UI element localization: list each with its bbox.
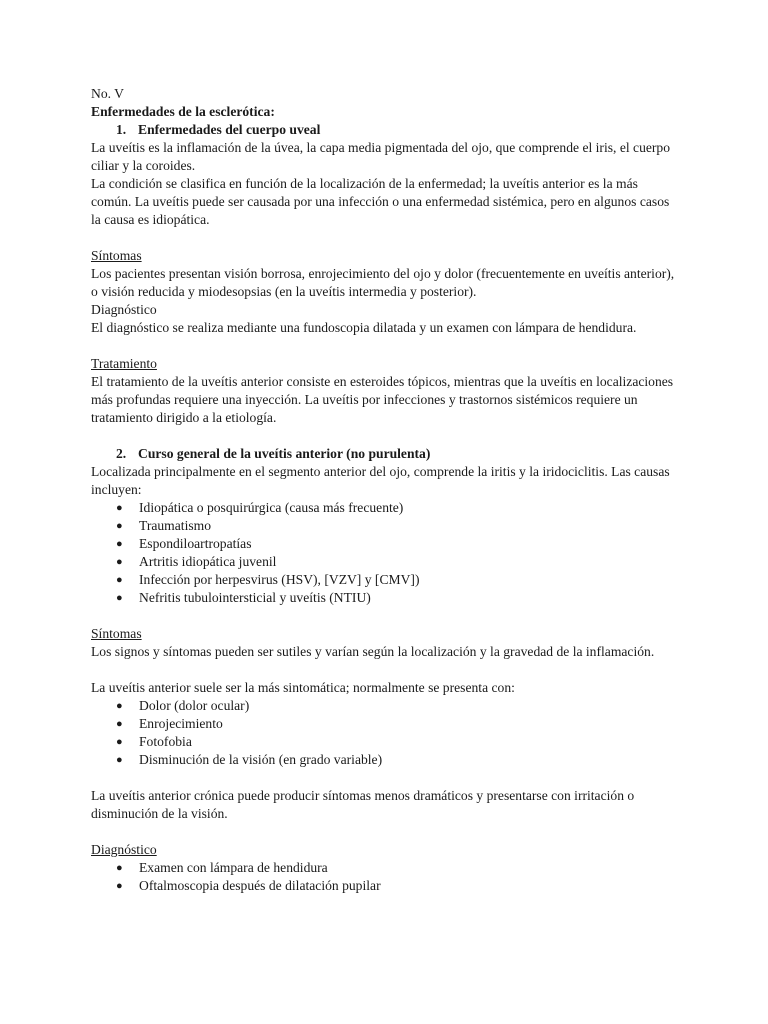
section2-diagnostico-heading: Diagnóstico bbox=[91, 842, 157, 857]
list-item: ● Examen con lámpara de hendidura bbox=[116, 860, 328, 875]
bullet-icon: ● bbox=[116, 754, 123, 766]
causes-list bbox=[91, 499, 681, 607]
document-body bbox=[91, 85, 681, 895]
list-item: ● Disminución de la visión (en grado variable) bbox=[116, 752, 383, 767]
section1-tratamiento-heading: Tratamiento bbox=[91, 356, 157, 371]
bullet-icon: ● bbox=[116, 502, 123, 514]
section1-intro1: La uveítis es la inflamación de la úvea, la capa media pigmentada del ojo, que comprende el iris, el cuerpo ciliar y la coroides. bbox=[91, 140, 671, 173]
symptoms-list bbox=[91, 697, 681, 769]
bullet-icon: ● bbox=[116, 592, 123, 604]
bullet-icon: ● bbox=[116, 862, 123, 874]
list-item: ● Oftalmoscopia después de dilatación pupilar bbox=[116, 878, 381, 893]
list-item: ● Traumatismo bbox=[116, 518, 212, 533]
section1-tratamiento-text: El tratamiento de la uveítis anterior consiste en esteroides tópicos, mientras que la uveítis en localizaciones más profundas requiere una inyección. La uveítis por infecciones y trastornos sistémicos requiere un tratamiento dirigido a la etiología. bbox=[91, 374, 674, 425]
bullet-icon: ● bbox=[116, 700, 123, 712]
section1-sintomas-text: Los pacientes presentan visión borrosa, enrojecimiento del ojo y dolor (frecuentemente en uveítis anterior), o visión reducida y miodesopsias (en la uveítis intermedia y posterior). bbox=[91, 266, 675, 299]
section2-sintomas-heading: Síntomas bbox=[91, 626, 142, 641]
section2-cronica-text: La uveítis anterior crónica puede producir síntomas menos dramáticos y presentarse con irritación o disminución de la visión. bbox=[91, 788, 635, 821]
list-item: ● Dolor (dolor ocular) bbox=[116, 698, 250, 713]
bullet-icon: ● bbox=[116, 538, 123, 550]
list-item: ● Artritis idiopática juvenil bbox=[116, 554, 277, 569]
list-item: ● Idiopática o posquirúrgica (causa más frecuente) bbox=[116, 500, 404, 515]
list-item: ● Espondiloartropatías bbox=[116, 536, 252, 551]
bullet-icon: ● bbox=[116, 520, 123, 532]
section1-number: 1. bbox=[116, 122, 127, 137]
doc-number: No. V bbox=[91, 86, 124, 101]
bullet-icon: ● bbox=[116, 880, 123, 892]
section2-intro: Localizada principalmente en el segmento anterior del ojo, comprende la iritis y la iridociclitis. Las causas incluyen: bbox=[91, 464, 670, 497]
section2-heading-text: Curso general de la uveítis anterior (no purulenta) bbox=[138, 446, 431, 461]
bullet-icon: ● bbox=[116, 736, 123, 748]
bullet-icon: ● bbox=[116, 574, 123, 586]
bullet-icon: ● bbox=[116, 556, 123, 568]
section1-sintomas-heading: Síntomas bbox=[91, 248, 142, 263]
section2-sintomas-text: Los signos y síntomas pueden ser sutiles y varían según la localización y la gravedad de la inflamación. bbox=[91, 644, 655, 659]
list-item: ● Enrojecimiento bbox=[116, 716, 223, 731]
section2-heading bbox=[91, 445, 681, 463]
diagnostico-list bbox=[91, 859, 681, 895]
list-item: ● Fotofobia bbox=[116, 734, 192, 749]
list-item: ● Nefritis tubulointersticial y uveítis (NTIU) bbox=[116, 590, 371, 605]
section1-intro2: La condición se clasifica en función de la localización de la enfermedad; la uveítis anterior es la más común. La uveítis puede ser causada por una infección o una enfermedad sistémica, pero en algunos casos la causa es idiopática. bbox=[91, 176, 670, 227]
section2-number: 2. bbox=[116, 446, 127, 461]
section1-diagnostico-text: El diagnóstico se realiza mediante una fundoscopia dilatada y un examen con lámpara de hendidura. bbox=[91, 320, 637, 335]
doc-title: Enfermedades de la esclerótica: bbox=[91, 104, 275, 119]
section1-heading-text: Enfermedades del cuerpo uveal bbox=[138, 122, 321, 137]
section1-heading bbox=[91, 121, 681, 139]
section2-anterior-text: La uveítis anterior suele ser la más sintomática; normalmente se presenta con: bbox=[91, 680, 515, 695]
bullet-icon: ● bbox=[116, 718, 123, 730]
list-item: ● Infección por herpesvirus (HSV), [VZV] y [CMV]) bbox=[116, 572, 420, 587]
section1-diagnostico-heading: Diagnóstico bbox=[91, 302, 157, 317]
